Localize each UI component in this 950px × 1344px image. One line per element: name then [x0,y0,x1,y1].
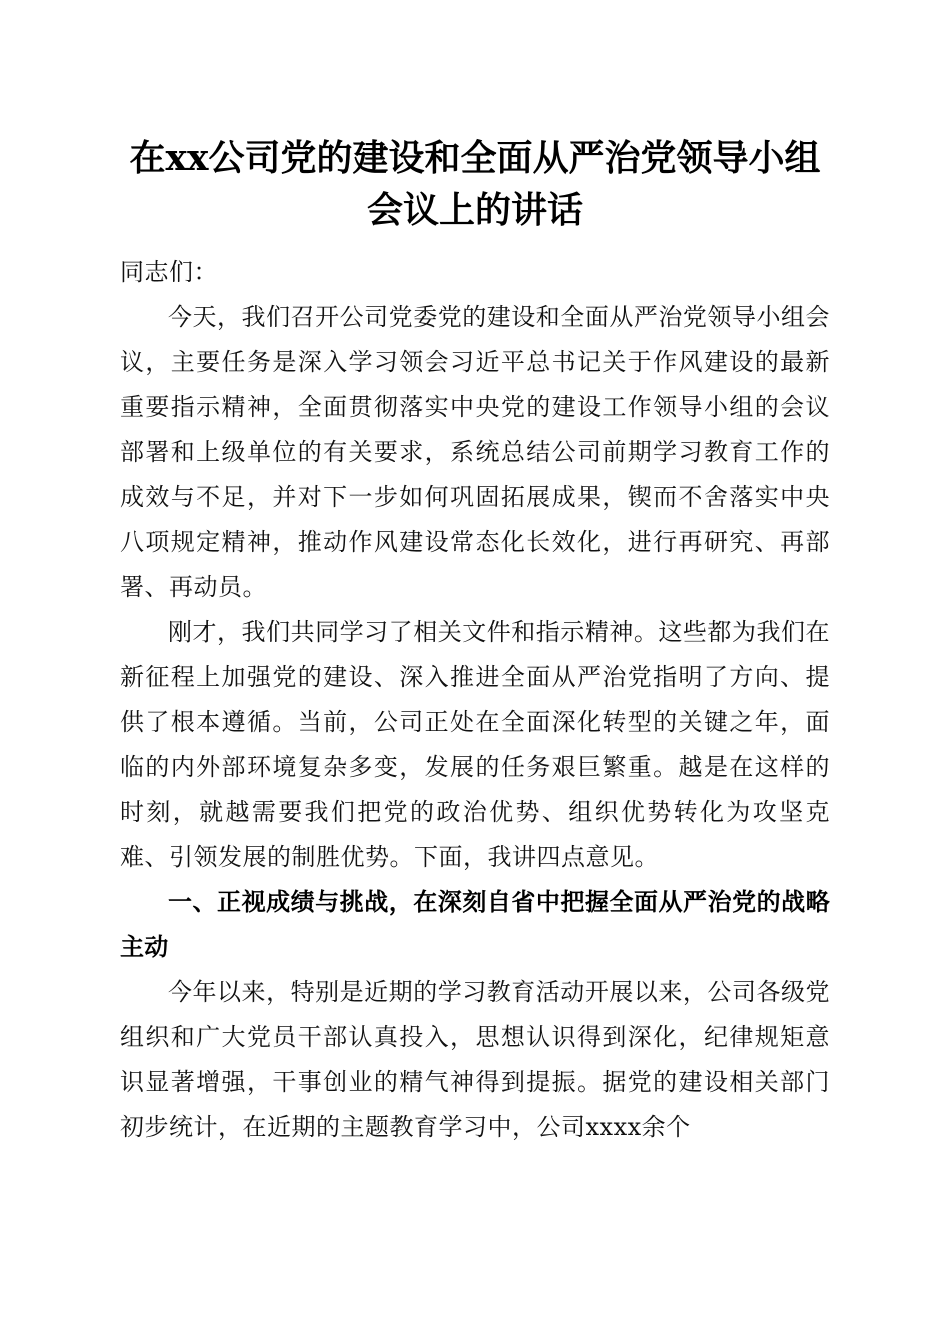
title-line-2: 会议上的讲话 [366,189,583,231]
document-body [120,250,830,1150]
section-heading-1: 一、正视成绩与挑战，在深刻自省中把握全面从严治党的战略主动 [120,888,830,961]
salutation: 同志们： [120,258,218,286]
document-title [110,132,840,236]
paragraph-section-1: 今年以来，特别是近期的学习教育活动开展以来，公司各级党组织和广大党员干部认真投入，思想认识得到深化，纪律规矩意识显著增强，干事创业的精气神得到提振。据党的建设相关部门初步统计，在近期的主题教育学习中，公司xxxx余个 [120,978,830,1141]
paragraph-opening: 今天，我们召开公司党委党的建设和全面从严治党领导小组会议，主要任务是深入学习领会习近平总书记关于作风建设的最新重要指示精神，全面贯彻落实中央党的建设工作领导小组的会议部署和上级单位的有关要求，系统总结公司前期学习教育工作的成效与不足，并对下一步如何巩固拓展成果，锲而不舍落实中央八项规定精神，推动作风建设常态化长效化，进行再研究、再部署、再动员。 [120,303,830,601]
title-line-1: 在xx公司党的建设和全面从严治党领导小组 [129,137,821,179]
paragraph-context: 刚才，我们共同学习了相关文件和指示精神。这些都为我们在新征程上加强党的建设、深入推进全面从严治党指明了方向、提供了根本遵循。当前，公司正处在全面深化转型的关键之年，面临的内外部环境复杂多变，发展的任务艰巨繁重。越是在这样的时刻，就越需要我们把党的政治优势、组织优势转化为攻坚克难、引领发展的制胜优势。下面，我讲四点意见。 [120,618,830,871]
